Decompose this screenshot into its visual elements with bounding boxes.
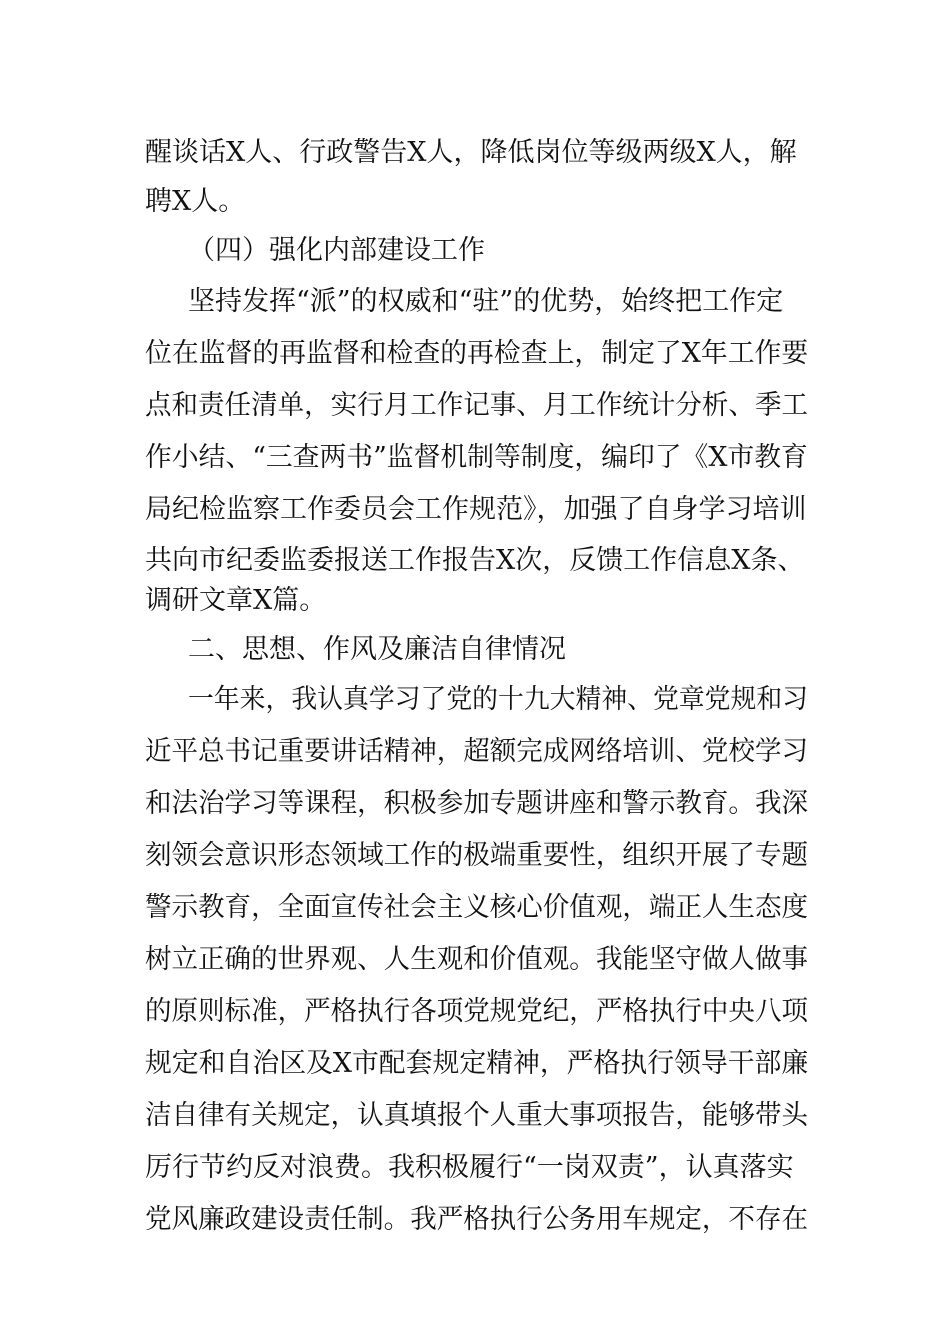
- text-line-17: 树立正确的世界观、人生观和价值观。我能坚守做人做事: [145, 944, 808, 975]
- text-line-9: 共向市纪委监委报送工作报告X次，反馈工作信息X条、: [145, 545, 805, 576]
- section-heading-2: 二、思想、作风及廉洁自律情况: [188, 634, 566, 665]
- text-line-5: 位在监督的再监督和检查的再检查上，制定了X年工作要: [145, 338, 809, 369]
- text-line-16: 警示教育，全面宣传社会主义核心价值观，端正人生态度: [145, 892, 808, 923]
- text-line-22: 党风廉政建设责任制。我严格执行公务用车规定，不存在: [145, 1204, 808, 1235]
- text-line-14: 和法治学习等课程，积极参加专题讲座和警示教育。我深: [145, 788, 808, 819]
- text-line-10: 调研文章X篇。: [145, 585, 327, 616]
- text-line-8: 局纪检监察工作委员会工作规范》，加强了自身学习培训: [145, 494, 807, 525]
- text-line-1: 醒谈话X人、行政警告X人，降低岗位等级两级X人，解: [145, 137, 797, 168]
- text-line-18: 的原则标准，严格执行各项党规党纪，严格执行中央八项: [145, 996, 808, 1027]
- section-heading-4: （四）强化内部建设工作: [188, 235, 485, 266]
- text-line-6: 点和责任清单，实行月工作记事、月工作统计分析、季工: [145, 390, 808, 421]
- text-line-7: 作小结、“三查两书”监督机制等制度，编印了《X市教育: [145, 442, 808, 473]
- text-line-20: 洁自律有关规定，认真填报个人重大事项报告，能够带头: [145, 1100, 808, 1131]
- text-line-13: 近平总书记重要讲话精神，超额完成网络培训、党校学习: [145, 736, 808, 767]
- text-line-12: 一年来，我认真学习了党的十九大精神、党章党规和习: [188, 684, 809, 715]
- text-line-2: 聘X人。: [145, 186, 246, 217]
- text-line-4: 坚持发挥“派”的权威和“驻”的优势，始终把工作定: [188, 286, 784, 317]
- text-line-21: 厉行节约反对浪费。我积极履行“一岗双责”，认真落实: [145, 1152, 794, 1183]
- text-line-19: 规定和自治区及X市配套规定精神，严格执行领导干部廉: [145, 1048, 809, 1079]
- text-line-15: 刻领会意识形态领域工作的极端重要性，组织开展了专题: [145, 840, 808, 871]
